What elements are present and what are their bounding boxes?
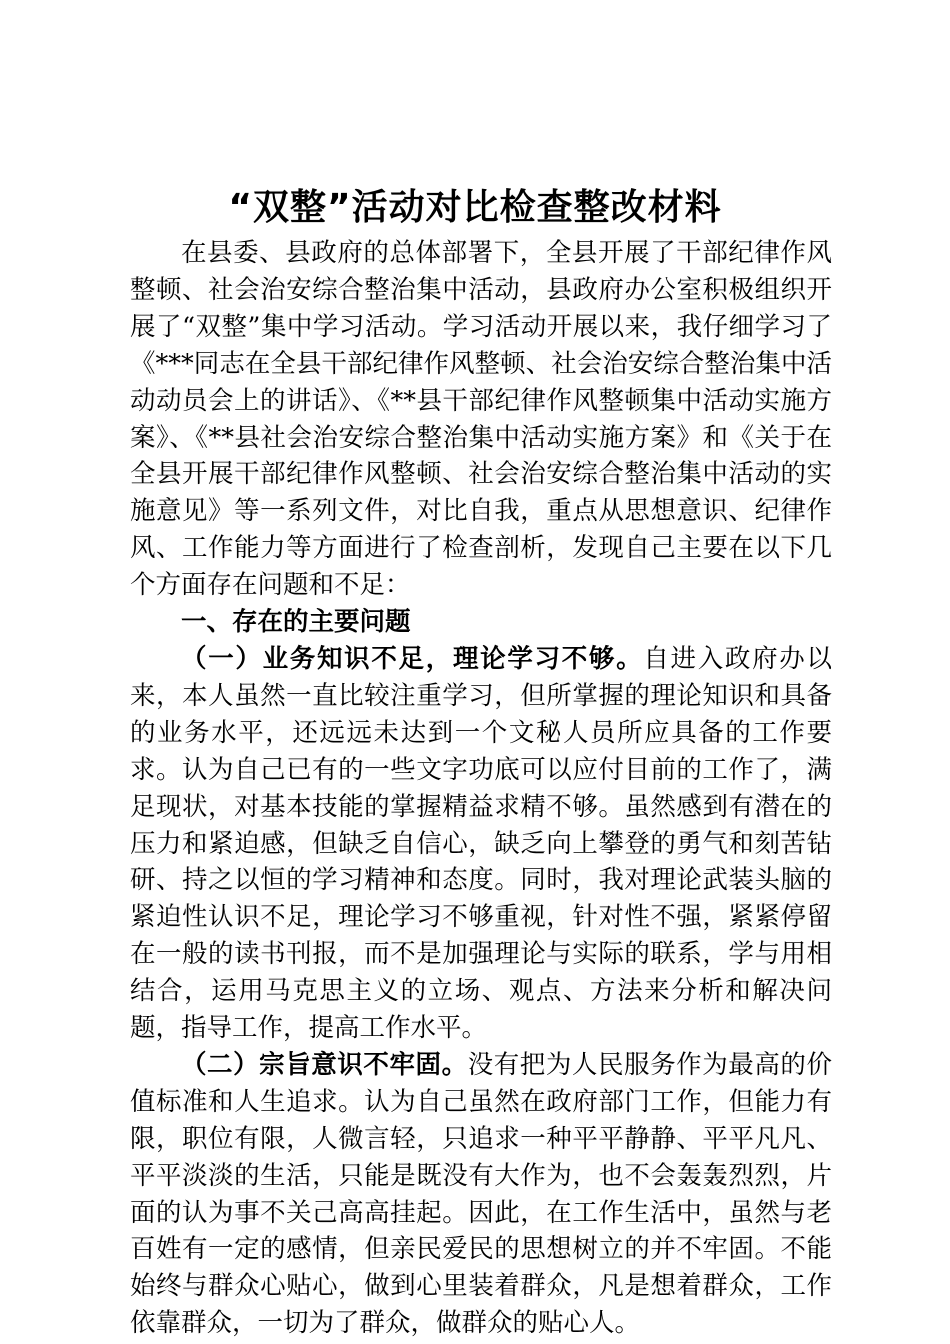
- item-1-text: 自进入政府办以来，本人虽然一直比较注重学习，但所掌握的理论知识和具备的业务水平，还远远未达到一个文秘人员所应具备的工作要求。认为自己已有的一些文字功底可以应付目前的工作了，满足现状，对基本技能的掌握精益求精不够。虽然感到有潜在的压力和紧迫感，但缺乏自信心，缺乏向上攀登的勇气和刻苦钻研、持之以恒的学习精神和态度。同时，我对理论武装头脑的紧迫性认识不足，理论学习不够重视，针对性不强，紧紧停留在一般的读书刊报，而不是加强理论与实际的联系，学与用相结合，运用马克思主义的立场、观点、方法来分析和解决问题，指导工作，提高工作水平。: [130, 643, 832, 1044]
- item-2-lead: （二）宗旨意识不牢固。: [181, 1049, 468, 1080]
- item-1-paragraph: [130, 641, 832, 1047]
- item-2-paragraph: [130, 1047, 832, 1342]
- document-title: “双整”活动对比检查整改材料: [228, 187, 722, 228]
- intro-paragraph: 在县委、县政府的总体部署下，全县开展了干部纪律作风整顿、社会治安综合整治集中活动，县政府办公室积极组织开展了“双整”集中学习活动。学习活动开展以来，我仔细学习了《***同志在全县干部纪律作风整顿、社会治安综合整治集中活动动员会上的讲话》、《**县干部纪律作风整顿集中活动实施方案》、《**县社会治安综合整治集中活动实施方案》和《关于在全县开展干部纪律作风整顿、社会治安综合整治集中活动的实施意见》等一系列文件，对比自我，重点从思想意识、纪律作风、工作能力等方面进行了检查剖析，发现自己主要在以下几个方面存在问题和不足：: [130, 238, 832, 601]
- item-1-lead: （一）业务知识不足，理论学习不够。: [181, 643, 644, 674]
- section-heading: 一、存在的主要问题: [181, 607, 411, 638]
- document-body: [130, 235, 832, 1342]
- item-2-text: 没有把为人民服务作为最高的价值标准和人生追求。认为自己虽然在政府部门工作，但能力有限，职位有限，人微言轻，只追求一种平平静静、平平凡凡、平平淡淡的生活，只能是既没有大作为，也不会轰轰烈烈，片面的认为事不关己高高挂起。因此，在工作生活中，虽然与老百姓有一定的感情，但亲民爱民的思想树立的并不牢固。不能始终与群众心贴心，做到心里装着群众，凡是想着群众，工作依靠群众，一切为了群众，做群众的贴心人。: [130, 1049, 832, 1339]
